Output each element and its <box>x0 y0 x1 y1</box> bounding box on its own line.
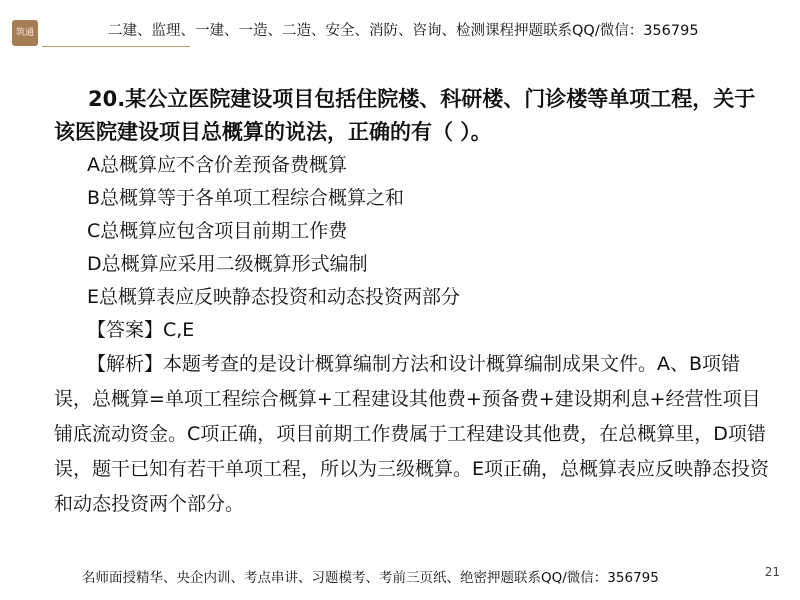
option-e: E总概算表应反映静态投资和动态投资两部分 <box>87 286 461 308</box>
footer-banner: 名师面授精华、央企内训、考点串讲、习题模考、考前三页纸、绝密押题联系QQ/微信：356795 <box>82 570 659 586</box>
page-number: 21 <box>764 565 780 579</box>
question-text: 20.某公立医院建设项目包括住院楼、科研楼、门诊楼等单项工程，关于该医院建设项目总概算的说法，正确的有（ ）。 <box>54 87 756 144</box>
option-c: C总概算应包含项目前期工作费 <box>87 220 348 242</box>
analysis-paragraph: 【解析】本题考查的是设计概算编制方法和设计概算编制成果文件。A、B项错误，总概算=单项工程综合概算+工程建设其他费+预备费+建设期利息+经营性项目铺底流动资金。C项正确，项目前期工作费属于工程建设其他费，在总概算里，D项错误，题干已知有若干单项工程，所以为三级概算。E项正确，总概算表应反映静态投资和动态投资两个部分。 <box>54 353 770 515</box>
header-divider <box>42 46 190 47</box>
answer-line: 【答案】C,E <box>87 319 195 341</box>
header-banner: 二建、监理、一建、一造、二造、安全、消防、咨询、检测课程押题联系QQ/微信：356795 <box>108 23 699 39</box>
brand-logo: 筑通 <box>12 20 38 46</box>
option-b: B总概算等于各单项工程综合概算之和 <box>87 187 405 209</box>
option-d: D总概算应采用二级概算形式编制 <box>87 253 368 275</box>
option-a: A总概算应不含价差预备费概算 <box>87 154 347 176</box>
question-content <box>54 83 774 522</box>
